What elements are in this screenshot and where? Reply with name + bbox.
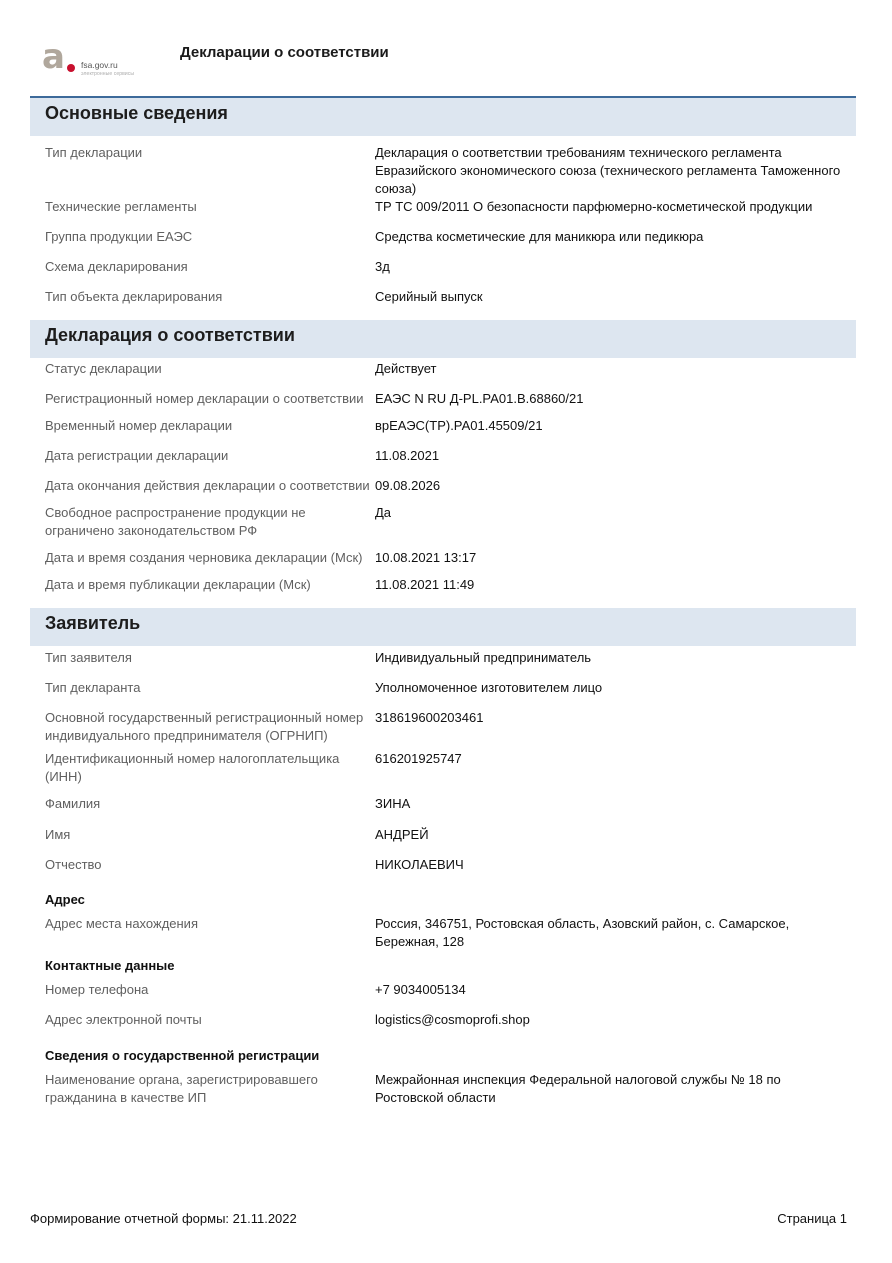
field-row (30, 144, 856, 198)
document-title: Декларации о соответствии (180, 44, 389, 61)
field-label: Статус декларации (45, 361, 162, 376)
field-label: Дата окончания действия декларации о соответствии (45, 478, 370, 493)
field-value: 10.08.2021 13:17 (375, 550, 477, 565)
field-row (30, 504, 856, 540)
field-row (30, 750, 856, 786)
field-row (30, 549, 856, 567)
field-label: Дата регистрации декларации (45, 448, 229, 463)
field-label: Дата и время публикации декларации (Мск) (45, 577, 311, 592)
field-value: 3д (375, 259, 390, 274)
field-value: НИКОЛАЕВИЧ (375, 857, 464, 872)
field-row (30, 447, 856, 465)
field-label: Номер телефона (45, 982, 149, 997)
field-label: Тип заявителя (45, 650, 132, 665)
field-label: Отчество (45, 857, 102, 872)
field-label: Адрес электронной почты (45, 1012, 202, 1027)
field-row (30, 228, 856, 246)
field-label: Основной государственный регистрационный номер индивидуального предпринимателя (ОГРНИП) (45, 710, 364, 743)
field-row (30, 981, 856, 999)
section-title-declaration: Декларация о соответствии (30, 320, 856, 358)
page-header (0, 0, 892, 98)
field-row (30, 679, 856, 697)
field-value: ЗИНА (375, 796, 411, 811)
report-generation-date: Формирование отчетной формы: 21.11.2022 (30, 1211, 297, 1226)
field-label: Дата и время создания черновика декларации (Мск) (45, 550, 363, 565)
field-row (30, 576, 856, 594)
field-value: Серийный выпуск (375, 289, 483, 304)
field-label: Тип объекта декларирования (45, 289, 223, 304)
field-value: logistics@cosmoprofi.shop (375, 1012, 530, 1027)
field-label: Наименование органа, зарегистрировавшего гражданина в качестве ИП (45, 1072, 318, 1105)
logo-letter: а (42, 37, 65, 77)
field-row (30, 198, 856, 216)
field-label: Идентификационный номер налогоплательщика (ИНН) (45, 751, 340, 784)
field-value: Межрайонная инспекция Федеральной налоговой службы № 18 по Ростовской области (375, 1072, 781, 1105)
field-value: Индивидуальный предприниматель (375, 650, 592, 665)
logo-dot-icon (67, 64, 75, 72)
field-label: Тип декларанта (45, 680, 141, 695)
field-row (30, 477, 856, 495)
field-label: Свободное распространение продукции не ограничено законодательством РФ (45, 505, 306, 538)
field-label: Тип декларации (45, 145, 143, 160)
fsa-logo (40, 37, 150, 80)
field-value: ЕАЭС N RU Д-PL.РА01.В.68860/21 (375, 391, 584, 406)
logo-subtitle: электронные сервисы (81, 71, 135, 77)
section-basic-info-rows (30, 136, 856, 320)
logo-site-text: fsa.gov.ru (81, 60, 118, 70)
field-label: Фамилия (45, 796, 101, 811)
page-number: Страница 1 (777, 1211, 847, 1226)
field-row (30, 1011, 856, 1029)
field-value: ТР ТС 009/2011 О безопасности парфюмерно-косметической продукции (375, 199, 813, 214)
field-value: врЕАЭС(ТР).РА01.45509/21 (375, 418, 543, 433)
field-label: Технические регламенты (45, 199, 197, 214)
subheading-contacts: Контактные данные (45, 958, 175, 973)
field-value: Россия, 346751, Ростовская область, Азовский район, с. Самарское, Бережная, 128 (375, 916, 790, 949)
field-value: АНДРЕЙ (375, 827, 429, 842)
section-title-basic-info: Основные сведения (30, 98, 856, 136)
field-value: +7 9034005134 (375, 982, 466, 997)
field-row (30, 258, 856, 276)
field-row (30, 417, 856, 435)
field-value: 11.08.2021 11:49 (375, 577, 475, 592)
field-row (30, 390, 856, 408)
field-row (30, 649, 856, 667)
field-label: Схема декларирования (45, 259, 188, 274)
field-value: 11.08.2021 (375, 448, 440, 463)
field-row (30, 288, 856, 306)
field-row (30, 856, 856, 874)
field-value: Уполномоченное изготовителем лицо (375, 680, 603, 695)
section-declaration-rows (30, 358, 856, 608)
subheading-state-registration: Сведения о государственной регистрации (45, 1048, 320, 1063)
field-label: Временный номер декларации (45, 418, 233, 433)
field-label: Группа продукции ЕАЭС (45, 229, 193, 244)
document-body (30, 98, 856, 1107)
field-row (30, 826, 856, 844)
field-value: 318619600203461 (375, 710, 484, 725)
section-applicant-rows (30, 646, 856, 1107)
field-label: Имя (45, 827, 71, 842)
field-value: Средства косметические для маникюра или педикюра (375, 229, 704, 244)
field-label: Регистрационный номер декларации о соответствии (45, 391, 364, 406)
field-value: Действует (375, 361, 437, 376)
field-row (30, 795, 856, 813)
subheading-address: Адрес (45, 892, 85, 907)
field-value: Декларация о соответствии требованиям технического регламента Евразийского экономического союза (технического регламента Таможенного союза) (375, 145, 841, 196)
field-label: Адрес места нахождения (45, 916, 198, 931)
field-row (30, 915, 856, 951)
field-row (30, 709, 856, 745)
field-value: 09.08.2026 (375, 478, 441, 493)
field-row (30, 1071, 856, 1107)
section-title-applicant: Заявитель (30, 608, 856, 646)
field-value: 616201925747 (375, 751, 462, 766)
field-value: Да (375, 505, 392, 520)
field-row (30, 360, 856, 378)
